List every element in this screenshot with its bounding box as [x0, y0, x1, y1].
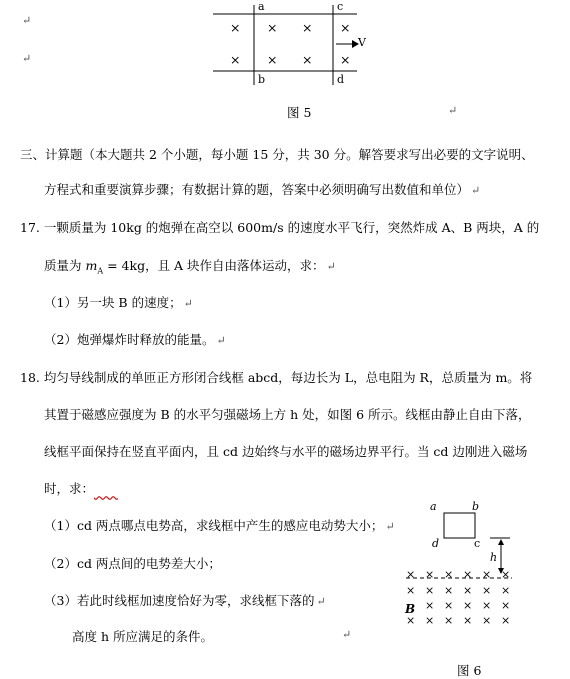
q18-sub-3-continued: 高度 h 所应满足的条件。: [72, 629, 213, 644]
fig6-field-cross: ×: [482, 599, 492, 612]
paragraph-mark: ↵: [22, 52, 32, 65]
fig6-label-b: b: [472, 500, 480, 513]
q18-number: 18.: [20, 370, 40, 385]
fig6-caption: 图 6: [457, 663, 482, 678]
fig6-field-cross: ×: [482, 568, 492, 581]
fig6-label-a: a: [430, 500, 437, 513]
q18-line-3: 线框平面保持在竖直平面内，且 cd 边始终与水平的磁场边界平行。当 cd 边刚进入磁场: [44, 444, 528, 459]
fig6-field-cross: ×: [444, 584, 454, 597]
q17-sub-1: （1）另一块 B 的速度； ↵: [44, 295, 193, 310]
fig6-field-cross: ×: [425, 568, 435, 581]
fig5-cross: ×: [267, 20, 278, 35]
paragraph-mark: ↵: [342, 628, 352, 641]
fig6-field-cross: ×: [501, 614, 511, 627]
fig6-field-cross: ×: [444, 599, 454, 612]
fig6-field-cross: ×: [501, 584, 511, 597]
fig6-field-cross: ×: [425, 614, 435, 627]
fig6-field-cross: ×: [425, 584, 435, 597]
fig6-field-cross: ×: [501, 599, 511, 612]
fig6-label-h: h: [490, 551, 498, 564]
fig6-label-c: c: [474, 537, 481, 550]
q18-sub-1: （1）cd 两点哪点电势高，求线框中产生的感应电动势大小； ↵: [44, 518, 395, 533]
fig5-label-b: b: [258, 73, 266, 86]
q18-line-2: 其置于磁感应强度为 B 的水平匀强磁场上方 h 处，如图 6 所示。线框由静止自由下落，: [44, 407, 531, 422]
fig6-square-frame: [444, 513, 475, 538]
fig5-cross: ×: [340, 20, 351, 35]
fig6-field-cross: ×: [463, 584, 473, 597]
fig6-field-cross: ×: [406, 568, 416, 581]
fig6-field-cross: ×: [463, 614, 473, 627]
fig5-cross: ×: [230, 20, 241, 35]
fig6-field-cross: ×: [444, 568, 454, 581]
q18-sub-3: （3）若此时线框加速度恰好为零，求线框下落的 ↵: [44, 593, 326, 608]
fig6-label-b-field: B: [405, 602, 416, 616]
fig6-field-cross: ×: [425, 599, 435, 612]
fig5-cross: ×: [302, 52, 313, 67]
fig5-label-d: d: [337, 73, 345, 86]
fig5-label-a: a: [258, 0, 265, 13]
q17-line-1: 17. 一颗质量为 10kg 的炮弹在高空以 600m/s 的速度水平飞行，突然炸成 A、B 两块，A 的: [20, 220, 540, 235]
fig6-h-arrowhead-up: [498, 539, 504, 545]
q18-line-4: 时，求：: [44, 481, 95, 496]
fig6-field-cross: ×: [444, 614, 454, 627]
fig6-field-cross: ×: [463, 568, 473, 581]
fig6-field-cross: ×: [482, 614, 492, 627]
section-3-line-1: 三、计算题（本大题共 2 个小题，每小题 15 分，共 30 分。解答要求写出必要的文字说明、: [20, 147, 534, 162]
q17-sub-2: （2）炮弹爆炸时释放的能量。 ↵: [44, 332, 226, 347]
fig5-cross: ×: [302, 20, 313, 35]
fig6-field-cross: ×: [463, 599, 473, 612]
fig6-field-cross: ×: [501, 568, 511, 581]
fig5-cross: ×: [340, 52, 351, 67]
fig6-field-cross: ×: [482, 584, 492, 597]
fig5-cross: ×: [230, 52, 241, 67]
q18-sub-2: （2）cd 两点间的电势差大小；: [44, 556, 221, 571]
section-3-line-2: 方程式和重要演算步骤；有数据计算的题，答案中必须明确写出数值和单位） ↵: [44, 182, 481, 197]
fig5-label-v: V: [358, 36, 366, 49]
paragraph-mark: ↵: [448, 104, 458, 117]
q17-number: 17.: [20, 220, 40, 235]
fig5-cross: ×: [267, 52, 278, 67]
fig6-field-cross: ×: [406, 614, 416, 627]
fig6-label-d: d: [432, 537, 440, 550]
q17-line-2: 质量为 $m_A = 4kg$，且 A 块作自由落体运动，求： ↵: [44, 258, 336, 276]
fig6-field-cross: ×: [406, 584, 416, 597]
fig5-caption: 图 5: [287, 105, 312, 120]
q18-line-1: 18. 均匀导线制成的单匝正方形闭合线框 abcd，每边长为 L，总电阻为 R，总质量为 m。将: [20, 370, 533, 385]
fig5-label-c: c: [337, 0, 344, 13]
paragraph-mark: ↵: [22, 14, 32, 27]
